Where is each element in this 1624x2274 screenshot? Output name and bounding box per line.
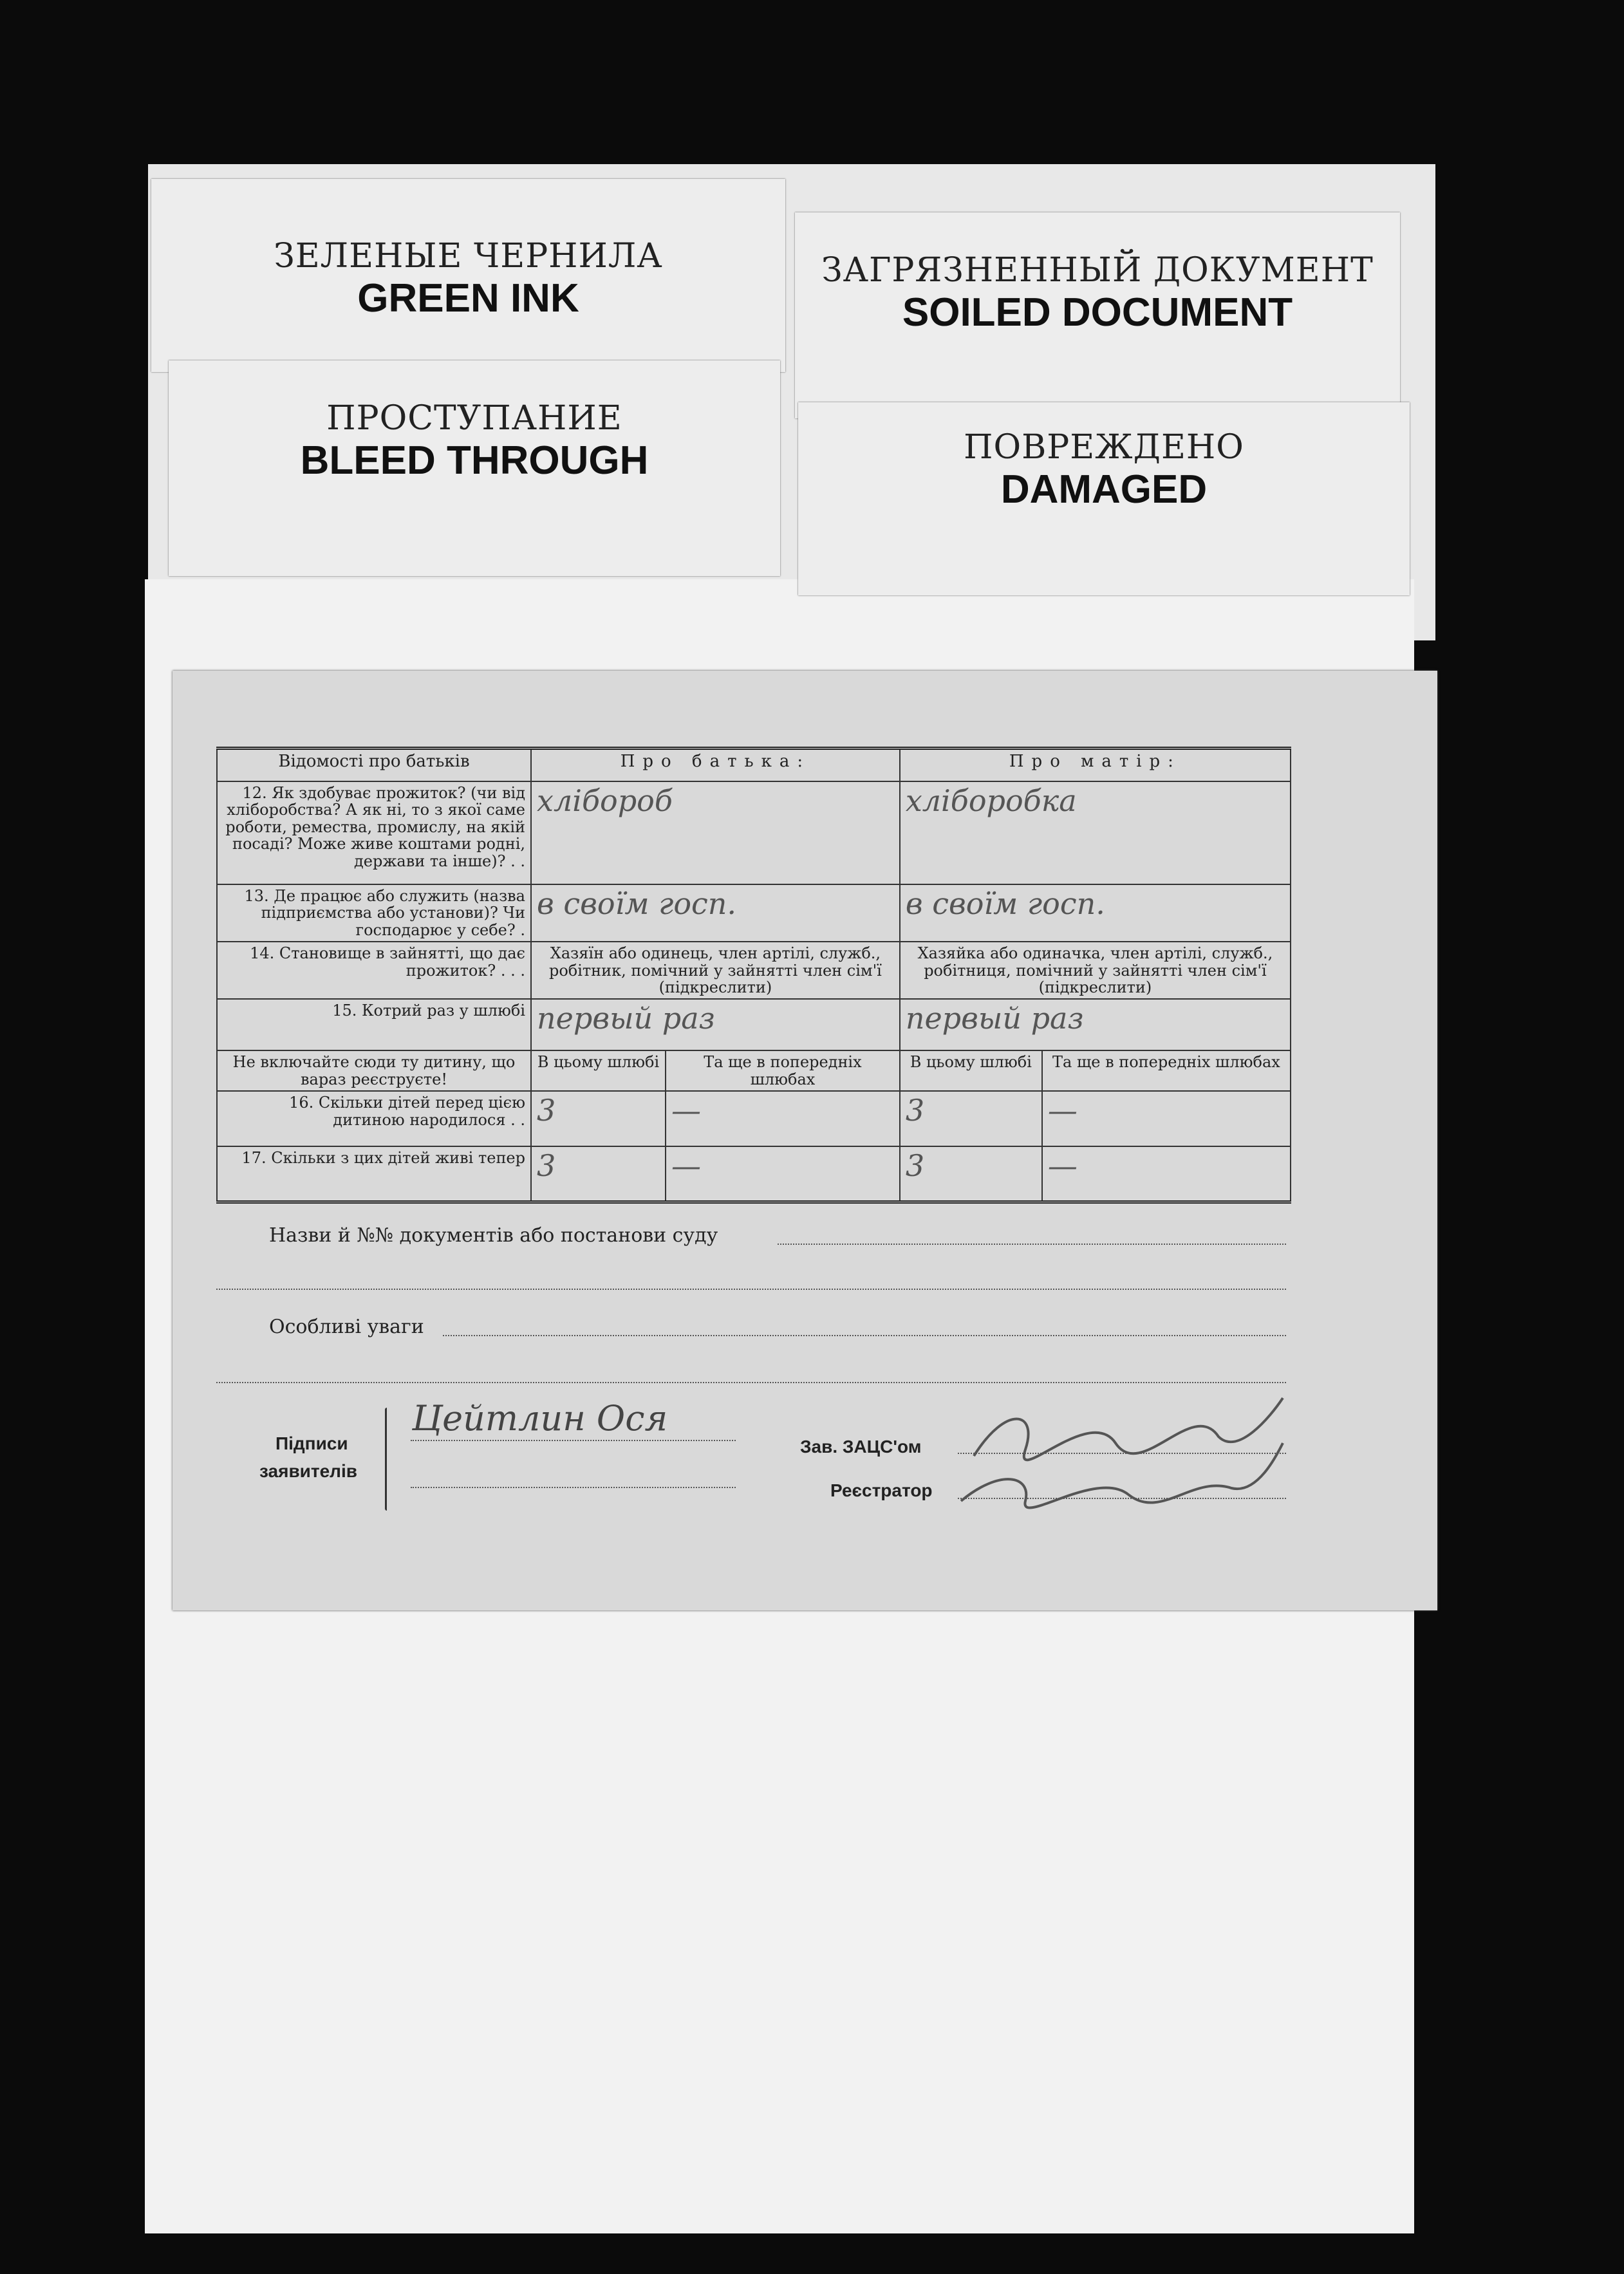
- green-ink-en-label: GREEN INK: [357, 276, 579, 321]
- head-label: Зав. ЗАЦС'ом: [800, 1437, 922, 1457]
- children-note: Не включайте сюди ту дитину, що вараз реєструєте!: [217, 1050, 531, 1091]
- table-header-row: [217, 749, 1291, 782]
- question-14: 14. Становище в зайнятті, що дає прожиток? . . .: [217, 942, 531, 999]
- father-employment-status: Хазяїн або одинець, член артілі, служб., робітник, помічний у зайнятті член сім'ї (підкреслити): [531, 942, 900, 999]
- father-children-alive-prev: —: [666, 1146, 900, 1202]
- table-row: [217, 884, 1291, 942]
- header-parents-info: Відомості про батьків: [217, 749, 531, 782]
- father-workplace: в своїм госп.: [531, 884, 900, 942]
- father-children-alive-this: 3: [531, 1146, 666, 1202]
- green-ink-card: [151, 179, 785, 372]
- parents-info-table: [216, 747, 1291, 1204]
- bleed-through-card: [169, 360, 780, 576]
- question-15: 15. Котрий раз у шлюбі: [217, 999, 531, 1050]
- official-signatures-scribble: [948, 1379, 1296, 1527]
- damaged-card: [798, 402, 1410, 595]
- applicants-label: заявителів: [259, 1461, 357, 1481]
- children-header-row: [217, 1050, 1291, 1091]
- father-occupation: хлібороб: [531, 781, 900, 884]
- applicant-signature-line-2: [411, 1487, 736, 1488]
- mother-previous-header: Та ще в попередніх шлюбах: [1042, 1050, 1291, 1091]
- header-mother: Про матір:: [900, 749, 1291, 782]
- table-row: [217, 1091, 1291, 1146]
- father-previous-header: Та ще в попередніх шлюбах: [666, 1050, 900, 1091]
- question-16: 16. Скільки дітей перед цією дитиною народилося . .: [217, 1091, 531, 1146]
- soiled-document-card: [795, 212, 1400, 418]
- soiled-document-ru-label: ЗАГРЯЗНЕННЫЙ ДОКУМЕНТ: [821, 251, 1374, 290]
- table-row: [217, 942, 1291, 999]
- father-children-born-prev: —: [666, 1091, 900, 1146]
- father-marriage-count: первый раз: [531, 999, 900, 1050]
- table-row: [217, 1146, 1291, 1202]
- damaged-en-label: DAMAGED: [1000, 467, 1208, 512]
- mother-children-born-this: 3: [900, 1091, 1042, 1146]
- father-children-born-this: 3: [531, 1091, 666, 1146]
- mother-children-alive-prev: —: [1042, 1146, 1291, 1202]
- soiled-document-en-label: SOILED DOCUMENT: [902, 290, 1293, 335]
- remarks-label: Особливі уваги: [269, 1316, 424, 1338]
- registration-form: [173, 671, 1437, 1610]
- question-13: 13. Де працює або служить (назва підприємства або установи)? Чи господарює у себе? .: [217, 884, 531, 942]
- green-ink-ru-label: ЗЕЛЕНЫЕ ЧЕРНИЛА: [274, 237, 663, 275]
- damaged-ru-label: ПОВРЕЖДЕНО: [964, 428, 1244, 467]
- applicant-signature: Цейтлин Ося: [412, 1398, 668, 1439]
- father-this-marriage-header: В цьому шлюбі: [531, 1050, 666, 1091]
- applicant-signature-line: [411, 1440, 736, 1441]
- mother-children-born-prev: —: [1042, 1091, 1291, 1146]
- mother-children-alive-this: 3: [900, 1146, 1042, 1202]
- bleed-through-en-label: BLEED THROUGH: [300, 438, 649, 483]
- documents-line: [778, 1244, 1286, 1245]
- registrar-label: Реєстратор: [830, 1480, 933, 1500]
- bleed-through-ru-label: ПРОСТУПАНИЕ: [326, 399, 622, 438]
- question-12: 12. Як здобуває прожиток? (чи від хліборобства? А як ні, то з якої саме роботи, ремества, промислу, на якій посаді? Може живе коштами родні, держави та інше)? . .: [217, 781, 531, 884]
- documents-label: Назви й №№ документів або постанови суду: [269, 1224, 718, 1247]
- header-father: Про батька:: [531, 749, 900, 782]
- mother-marriage-count: первый раз: [900, 999, 1291, 1050]
- remarks-line: [443, 1335, 1286, 1336]
- signature-bracket: [385, 1408, 387, 1511]
- mother-workplace: в своїм госп.: [900, 884, 1291, 942]
- question-17: 17. Скільки з цих дітей живі тепер: [217, 1146, 531, 1202]
- documents-line-2: [216, 1289, 1286, 1290]
- mother-employment-status: Хазяйка або одиначка, член артілі, служб., робітниця, помічний у зайнятті член сім'ї (підкреслити): [900, 942, 1291, 999]
- table-row: [217, 999, 1291, 1050]
- signatures-label: Підписи: [275, 1433, 348, 1453]
- mother-occupation: хліборобка: [900, 781, 1291, 884]
- table-row: [217, 781, 1291, 884]
- mother-this-marriage-header: В цьому шлюбі: [900, 1050, 1042, 1091]
